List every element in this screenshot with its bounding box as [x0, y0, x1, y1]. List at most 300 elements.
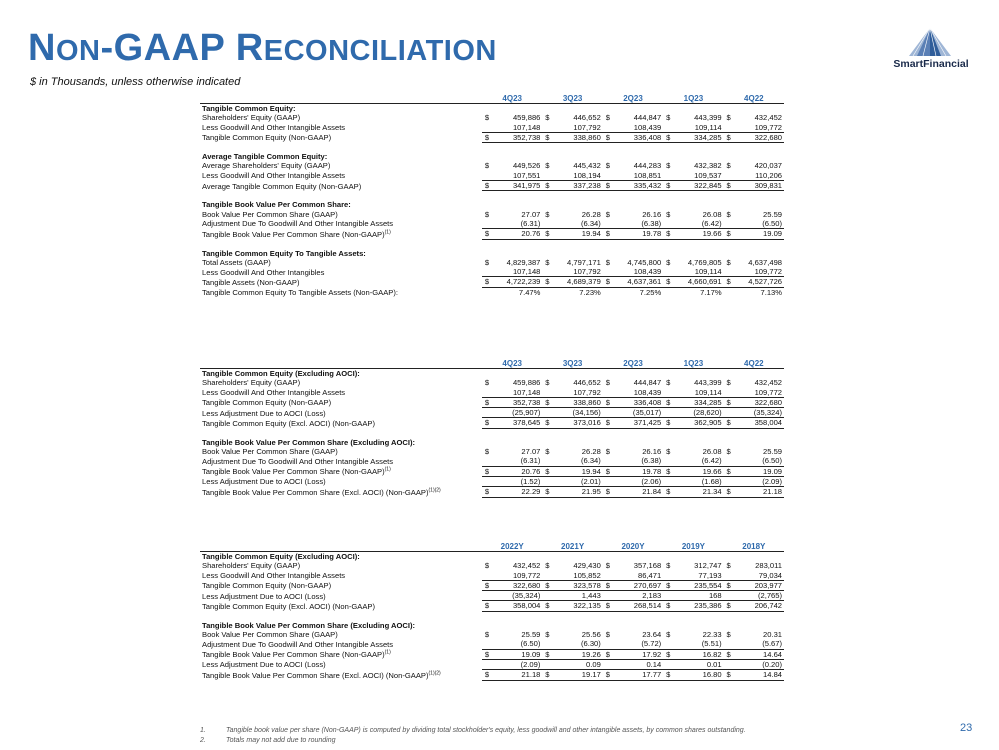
currency-symbol [663, 267, 673, 277]
table-cell: 25.59 [763, 209, 783, 219]
table-cell: 21.18 [492, 670, 542, 680]
column-header: 2019Y [681, 541, 705, 551]
table-cell: 358,004 [492, 601, 542, 611]
row-label: Shareholders' Equity (GAAP) [202, 113, 301, 123]
table-cell: 19.94 [552, 466, 602, 476]
column-header: 4Q22 [744, 358, 764, 368]
table-cell: (35,017) [613, 408, 663, 418]
section-title: Tangible Book Value Per Common Share (Excluding AOCI): [202, 437, 416, 447]
currency-symbol [482, 659, 492, 669]
table-cell: 19.09 [734, 229, 784, 239]
currency-symbol: $ [605, 630, 610, 640]
table-cell: (1.68) [673, 476, 723, 486]
currency-symbol: $ [724, 277, 734, 287]
currency-symbol: $ [726, 113, 731, 123]
currency-symbol: $ [542, 397, 552, 407]
row-label: Tangible Book Value Per Common Share (Non-GAAP)$^{(1)}$ [202, 466, 391, 477]
table-cell: 19.09 [492, 649, 542, 659]
currency-symbol [603, 456, 613, 466]
currency-symbol [724, 219, 734, 229]
currency-symbol: $ [484, 209, 490, 219]
currency-symbol [663, 388, 673, 398]
table-cell: 7.17% [700, 287, 722, 297]
table-cell: 107,551 [492, 171, 542, 181]
table-row [200, 456, 784, 466]
currency-symbol: $ [545, 561, 550, 571]
table-cell: (6.30) [552, 639, 602, 649]
company-logo [885, 28, 975, 70]
table-cell: 270,697 [613, 580, 663, 590]
table-row [200, 267, 784, 277]
currency-symbol [542, 476, 552, 486]
table-cell: 17.77 [613, 670, 663, 680]
currency-symbol [663, 476, 673, 486]
table-cell: 322,845 [673, 181, 723, 191]
table-cell: 109,772 [492, 571, 542, 581]
currency-symbol [542, 123, 552, 133]
currency-symbol [663, 639, 673, 649]
section-title: Tangible Common Equity: [200, 104, 784, 114]
table-cell: 459,886 [512, 378, 541, 388]
column-header: 2020Y [621, 541, 645, 551]
table-cell: (5.51) [673, 639, 723, 649]
table-cell: 449,526 [512, 161, 541, 171]
currency-symbol: $ [545, 257, 550, 267]
section-title-row [200, 438, 784, 447]
row-label: Tangible Common Equity (Non-GAAP) [202, 581, 332, 591]
row-label: Less Adjustment Due to AOCI (Loss) [202, 477, 326, 487]
currency-symbol: $ [542, 601, 552, 611]
table-row [200, 123, 784, 133]
table-cell: 26.28 [581, 209, 601, 219]
currency-symbol: $ [724, 601, 734, 611]
currency-symbol: $ [726, 161, 731, 171]
row-label: Tangible Book Value Per Common Share (Non-GAAP)$^{(1)}$ [202, 649, 391, 660]
currency-symbol: $ [482, 229, 492, 239]
currency-symbol: $ [605, 209, 610, 219]
table-row [200, 571, 784, 581]
currency-symbol: $ [663, 397, 673, 407]
table-cell: 322,680 [492, 580, 542, 590]
table-cell: 109,772 [734, 267, 784, 277]
currency-symbol: $ [605, 378, 610, 388]
currency-symbol [542, 571, 552, 581]
column-header: 4Q23 [502, 93, 522, 103]
currency-symbol: $ [666, 113, 671, 123]
currency-symbol: $ [482, 397, 492, 407]
currency-symbol: $ [484, 161, 490, 171]
table-cell: 26.16 [642, 447, 662, 457]
table-cell: 268,514 [613, 601, 663, 611]
currency-symbol [542, 287, 552, 297]
currency-symbol: $ [603, 487, 613, 497]
currency-symbol: $ [482, 466, 492, 476]
currency-symbol: $ [603, 418, 613, 428]
section-title: Tangible Common Equity To Tangible Assets: [202, 248, 366, 258]
table-row [200, 476, 784, 486]
currency-symbol: $ [726, 209, 731, 219]
table-cell: 22.29 [492, 487, 542, 497]
table-cell: 19.66 [673, 466, 723, 476]
table-cell: 235,386 [673, 601, 723, 611]
currency-symbol: $ [663, 466, 673, 476]
row-label: Tangible Common Equity (Non-GAAP) [202, 398, 332, 408]
table-cell: (25,907) [492, 408, 542, 418]
currency-symbol [542, 639, 552, 649]
table-cell: (5.72) [613, 639, 663, 649]
currency-symbol: $ [603, 277, 613, 287]
table-cell: 21.84 [613, 487, 663, 497]
table-cell: 445,432 [573, 161, 601, 171]
table-cell: 109,772 [734, 388, 784, 398]
currency-symbol: $ [603, 132, 613, 142]
column-header: 2021Y [561, 541, 585, 551]
section-title: Tangible Common Equity (Excluding AOCI): [200, 369, 784, 379]
currency-symbol: $ [482, 580, 492, 590]
row-label: Average Shareholders' Equity (GAAP) [202, 161, 331, 171]
currency-symbol: $ [482, 670, 492, 680]
table-cell: 16.82 [673, 649, 723, 659]
currency-symbol: $ [726, 630, 731, 640]
currency-symbol [603, 388, 613, 398]
table-cell: 108,439 [613, 267, 663, 277]
table-cell: (6.50) [734, 456, 784, 466]
row-label: Less Adjustment Due to AOCI (Loss) [202, 660, 326, 670]
currency-symbol: $ [726, 257, 731, 267]
table-cell: 358,004 [734, 418, 784, 428]
table-row [200, 630, 784, 639]
row-label: Shareholders' Equity (GAAP) [202, 561, 301, 571]
currency-symbol: $ [663, 601, 673, 611]
currency-symbol: $ [484, 378, 490, 388]
table-cell: 109,772 [734, 123, 784, 133]
currency-symbol [542, 171, 552, 181]
currency-symbol [663, 591, 673, 601]
table-cell: 19.26 [552, 649, 602, 659]
currency-symbol: $ [603, 601, 613, 611]
currency-symbol: $ [724, 466, 734, 476]
table-cell: 338,860 [552, 132, 602, 142]
table-cell: 77,193 [673, 571, 723, 581]
currency-symbol: $ [542, 649, 552, 659]
currency-symbol: $ [482, 418, 492, 428]
table-cell: 7.23% [579, 287, 601, 297]
currency-symbol: $ [663, 670, 673, 680]
currency-symbol: $ [724, 229, 734, 239]
table-cell: 4,527,726 [734, 277, 784, 287]
currency-symbol: $ [663, 181, 673, 191]
table-cell: 334,285 [673, 397, 723, 407]
table-cell: 107,148 [492, 267, 542, 277]
currency-symbol: $ [663, 229, 673, 239]
table-cell: 107,792 [552, 123, 602, 133]
currency-symbol [724, 591, 734, 601]
table-cell: (0.20) [734, 659, 784, 669]
table-cell: 26.08 [702, 447, 722, 457]
table-cell: 459,886 [512, 113, 541, 123]
table-cell: 429,430 [573, 561, 601, 571]
table-cell: 26.16 [642, 209, 662, 219]
currency-symbol: $ [484, 561, 490, 571]
row-label: Less Goodwill And Other Intangible Assets [202, 388, 346, 398]
currency-symbol: $ [542, 466, 552, 476]
table-row [200, 561, 784, 570]
currency-symbol [482, 267, 492, 277]
table-cell: 0.14 [613, 659, 663, 669]
table-cell: 336,408 [613, 132, 663, 142]
currency-symbol [542, 659, 552, 669]
table-cell: 334,285 [673, 132, 723, 142]
currency-symbol [482, 287, 492, 297]
row-label: Book Value Per Common Share (GAAP) [202, 630, 338, 640]
row-label: Book Value Per Common Share (GAAP) [202, 447, 338, 457]
table-cell: 86,471 [613, 571, 663, 581]
logo-text: SmartFinancial [893, 58, 969, 70]
table-cell: 283,011 [755, 561, 783, 571]
table-cell: (2.09) [734, 476, 784, 486]
page-subtitle: $ in Thousands, unless otherwise indicated [30, 76, 241, 88]
table-row [200, 171, 784, 181]
currency-symbol: $ [605, 257, 610, 267]
column-header: 1Q23 [683, 358, 704, 368]
table-cell: 26.28 [581, 447, 601, 457]
currency-symbol: $ [663, 277, 673, 287]
table-cell: (5.67) [734, 639, 784, 649]
section-title-row [200, 152, 784, 161]
currency-symbol [482, 591, 492, 601]
currency-symbol [482, 388, 492, 398]
table-row [200, 229, 784, 239]
row-label: Book Value Per Common Share (GAAP) [202, 209, 338, 219]
table-cell: 17.92 [613, 649, 663, 659]
annual-aoci-reconciliation-table [200, 540, 784, 681]
quarterly-reconciliation-table [200, 92, 784, 297]
row-label: Tangible Common Equity (Excl. AOCI) (Non-GAAP) [202, 418, 376, 428]
currency-symbol: $ [603, 580, 613, 590]
currency-symbol [663, 659, 673, 669]
section-title: Average Tangible Common Equity: [202, 152, 328, 162]
column-header: 1Q23 [683, 93, 704, 103]
table-cell: 335,432 [613, 181, 663, 191]
currency-symbol: $ [603, 649, 613, 659]
row-label: Tangible Book Value Per Common Share (Excl. AOCI) (Non-GAAP)$^{(1)(2)}$ [202, 487, 441, 497]
currency-symbol: $ [724, 649, 734, 659]
currency-symbol: $ [663, 580, 673, 590]
column-header: 2Q23 [623, 358, 643, 368]
table-cell: 21.34 [673, 487, 723, 497]
table-cell: (6.50) [492, 639, 542, 649]
table-cell: 109,114 [673, 388, 723, 398]
table-cell: 109,114 [673, 123, 723, 133]
table-cell: 420,037 [754, 161, 783, 171]
table-cell: 1,443 [552, 591, 602, 601]
table-cell: 20.76 [492, 466, 542, 476]
column-header: 2022Y [500, 541, 524, 551]
table-cell: (6.50) [734, 219, 784, 229]
table-row [200, 388, 784, 398]
table-cell: 107,792 [552, 388, 602, 398]
table-cell: (6.38) [613, 456, 663, 466]
table-row [200, 639, 784, 649]
table-cell: 2,183 [613, 591, 663, 601]
table-cell: 19.94 [552, 229, 602, 239]
currency-symbol: $ [484, 113, 490, 123]
section-title: Tangible Book Value Per Common Share: [202, 200, 351, 210]
table-cell: 105,852 [552, 571, 602, 581]
footnote: 1. Tangible book value per share (Non-GAAP) is computed by dividing total stockholder's equity, less goodwill and other intangible assets, by common shares outstanding. [200, 727, 746, 734]
table-cell: 322,680 [734, 397, 784, 407]
table-cell: 110,206 [734, 171, 784, 181]
currency-symbol [603, 123, 613, 133]
table-cell: (6.31) [492, 219, 542, 229]
table-cell: 26.08 [702, 209, 722, 219]
column-header: 2Q23 [623, 93, 643, 103]
table-cell: (2.01) [552, 476, 602, 486]
currency-symbol: $ [724, 670, 734, 680]
table-row [200, 287, 784, 297]
currency-symbol: $ [482, 487, 492, 497]
table-cell: 443,399 [694, 113, 722, 123]
currency-symbol [603, 408, 613, 418]
currency-symbol [724, 388, 734, 398]
table-cell: 25.56 [581, 630, 601, 640]
currency-symbol: $ [663, 649, 673, 659]
table-cell: 4,722,239 [492, 277, 542, 287]
row-label: Tangible Book Value Per Common Share (Non-GAAP)$^{(1)}$ [202, 229, 391, 239]
currency-symbol: $ [663, 418, 673, 428]
currency-symbol [724, 571, 734, 581]
currency-symbol [724, 267, 734, 277]
currency-symbol [482, 476, 492, 486]
table-cell: 4,637,498 [748, 257, 783, 267]
table-cell: 206,742 [734, 601, 784, 611]
currency-symbol: $ [484, 630, 490, 640]
column-header-row [200, 92, 784, 104]
table-cell: 27.07 [521, 209, 541, 219]
table-cell: 16.80 [673, 670, 723, 680]
currency-symbol: $ [724, 132, 734, 142]
table-cell: 337,238 [552, 181, 602, 191]
table-cell: 23.64 [642, 630, 662, 640]
table-row [200, 418, 784, 428]
table-cell: 341,975 [492, 181, 542, 191]
currency-symbol: $ [482, 649, 492, 659]
table-cell: 107,792 [552, 267, 602, 277]
section-title-row [200, 249, 784, 258]
table-cell: 432,452 [512, 561, 541, 571]
currency-symbol [663, 171, 673, 181]
table-row [200, 161, 784, 170]
table-cell: (1.52) [492, 476, 542, 486]
column-header: 4Q23 [502, 358, 522, 368]
table-cell: 0.09 [552, 659, 602, 669]
table-cell: 19.17 [552, 670, 602, 680]
table-cell: 25.59 [521, 630, 541, 640]
row-label: Tangible Book Value Per Common Share (Excl. AOCI) (Non-GAAP)$^{(1)(2)}$ [202, 670, 441, 680]
table-cell: 338,860 [552, 397, 602, 407]
currency-symbol: $ [726, 378, 731, 388]
table-cell: 4,797,171 [567, 257, 601, 267]
table-cell: 371,425 [613, 418, 663, 428]
table-cell: 22.33 [702, 630, 722, 640]
table-cell: 322,135 [552, 601, 602, 611]
table-cell: 373,016 [552, 418, 602, 428]
table-cell: 7.47% [518, 287, 541, 297]
currency-symbol: $ [663, 487, 673, 497]
currency-symbol [663, 219, 673, 229]
row-label: Less Goodwill And Other Intangible Assets [202, 571, 346, 581]
table-cell: 108,439 [613, 388, 663, 398]
row-label: Adjustment Due To Goodwill And Other Intangible Assets [202, 639, 394, 649]
table-cell: (6.34) [552, 456, 602, 466]
currency-symbol: $ [603, 397, 613, 407]
column-header-row [200, 540, 784, 552]
row-label: Adjustment Due To Goodwill And Other Intangible Assets [202, 456, 394, 466]
table-row [200, 132, 784, 142]
table-row [200, 466, 784, 476]
table-cell: 19.78 [613, 229, 663, 239]
table-cell: 432,452 [754, 378, 783, 388]
table-cell: 4,689,379 [552, 277, 602, 287]
currency-symbol [542, 388, 552, 398]
currency-symbol [482, 408, 492, 418]
table-cell: (2.09) [492, 659, 542, 669]
table-cell: 352,738 [492, 132, 542, 142]
table-cell: (6.31) [492, 456, 542, 466]
section-title-row [200, 369, 784, 379]
table-cell: 19.09 [734, 466, 784, 476]
row-label: Less Goodwill And Other Intangible Assets [202, 171, 346, 181]
table-row [200, 219, 784, 229]
column-header: 3Q23 [562, 93, 583, 103]
table-cell: 323,578 [552, 580, 602, 590]
currency-symbol: $ [545, 630, 550, 640]
table-cell: 25.59 [763, 447, 783, 457]
currency-symbol: $ [605, 447, 610, 457]
currency-symbol: $ [482, 132, 492, 142]
currency-symbol: $ [603, 181, 613, 191]
logo-mark-icon [907, 28, 953, 58]
table-row [200, 277, 784, 287]
currency-symbol [663, 123, 673, 133]
currency-symbol: $ [724, 487, 734, 497]
table-row [200, 670, 784, 680]
table-cell: 0.01 [673, 659, 723, 669]
row-label: Average Tangible Common Equity (Non-GAAP) [202, 181, 362, 191]
table-cell: 21.95 [552, 487, 602, 497]
currency-symbol: $ [603, 670, 613, 680]
table-row [200, 580, 784, 590]
row-label: Tangible Common Equity To Tangible Assets (Non-GAAP): [202, 287, 398, 297]
column-header-row [200, 357, 784, 369]
table-cell: 443,399 [694, 378, 722, 388]
table-cell: 336,408 [613, 397, 663, 407]
section-title-row [200, 104, 784, 114]
currency-symbol: $ [726, 561, 731, 571]
table-row [200, 181, 784, 191]
currency-symbol: $ [545, 378, 550, 388]
currency-symbol: $ [542, 132, 552, 142]
currency-symbol: $ [666, 561, 671, 571]
page-number: 23 [960, 722, 973, 734]
row-label: Tangible Common Equity (Non-GAAP) [202, 133, 332, 143]
currency-symbol: $ [545, 209, 550, 219]
table-cell: 27.07 [521, 447, 541, 457]
currency-symbol: $ [724, 397, 734, 407]
currency-symbol: $ [605, 561, 610, 571]
table-cell: 7.13% [760, 287, 783, 297]
currency-symbol: $ [666, 378, 671, 388]
